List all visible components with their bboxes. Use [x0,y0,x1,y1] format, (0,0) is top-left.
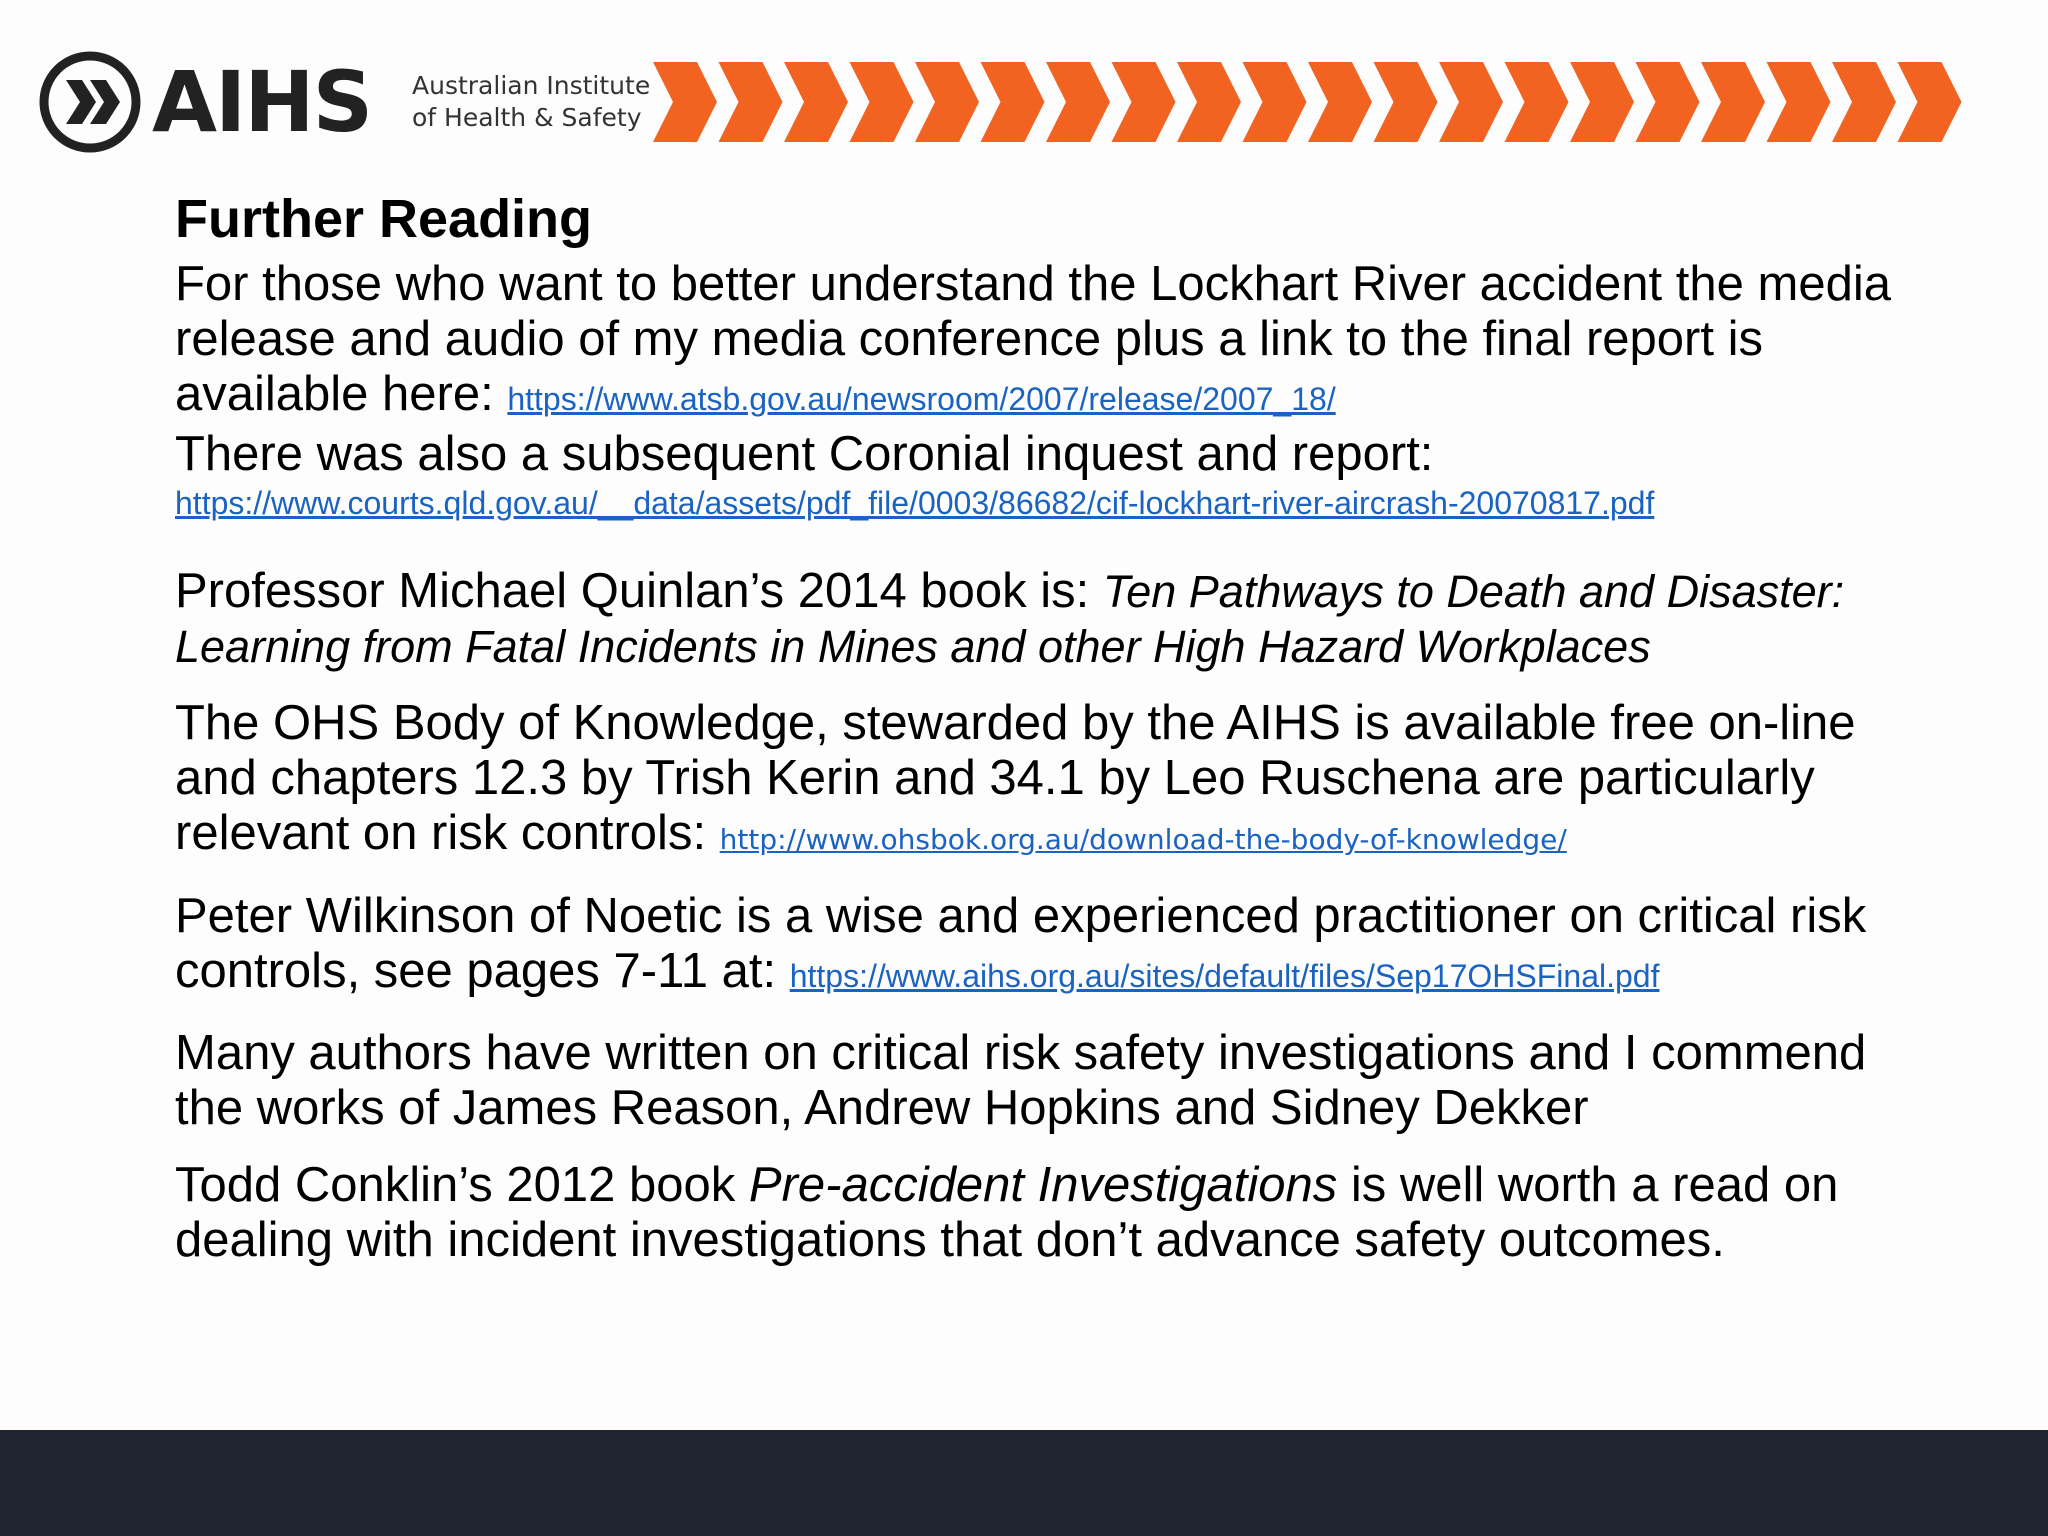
chevron-shape [850,62,914,142]
chevron-shape [719,62,783,142]
organisation-name [412,70,650,134]
paragraph-wilkinson [175,889,1915,1004]
page-title: Further Reading [175,189,593,249]
organisation-name-line1: Australian Institute [412,71,651,100]
chevron-shape [1243,62,1307,142]
orange-chevron-band-icon [653,62,2003,142]
chevron-shape [653,62,717,142]
logo-wordmark: AIHS [152,53,372,151]
chevron-shape [915,62,979,142]
chevron-shape [1308,62,1372,142]
chevron-shape [1570,62,1634,142]
chevron-shape [1898,62,1962,142]
chevron-shape [1701,62,1765,142]
chevron-shape [1767,62,1831,142]
chevron-shape [1505,62,1569,142]
chevron-shape [1636,62,1700,142]
paragraph-text: For those who want to better understand the Lockhart River accident the media release and audio of my media conference plus a link to the final report is available here: [175,257,1891,421]
paragraph-text: Peter Wilkinson of Noetic is a wise and experienced practitioner on critical risk controls, see pages 7-11 at: [175,889,1867,998]
atsb-release-link[interactable]: https://www.atsb.gov.au/newsroom/2007/release/2007_18/ [507,381,1336,417]
chevron-shape [1832,62,1896,142]
book-title: Pre-accident Investigations [748,1158,1338,1212]
paragraph-ohs-bok [175,696,1915,867]
paragraph-text: Todd Conklin’s 2012 book [175,1158,749,1212]
chevron-shape [1374,62,1438,142]
paragraph-text: Many authors have written on critical risk safety investigations and I commend the works of James Reason, Andrew Hopkins and Sidney Dekker [175,1026,1867,1135]
paragraph-text: is well worth a read on dealing with incident investigations that don’t advance safety outcomes. [175,1158,1839,1267]
aihs-sep17-pdf-link[interactable]: https://www.aihs.org.au/sites/default/files/Sep17OHSFinal.pdf [789,958,1660,994]
chevron-shape [1439,62,1503,142]
aihs-chevron-logo-icon [38,50,142,154]
chevron-shape [784,62,848,142]
ohsbok-link[interactable]: http://www.ohsbok.org.au/download-the-body-of-knowledge/ [719,823,1567,856]
paragraph-lockhart-river [175,257,1915,427]
paragraph-coronial-inquest [175,427,1915,482]
chevron-shape [981,62,1045,142]
paragraph-quinlan-book [175,564,1915,674]
header-banner [38,48,2008,160]
footer-bar [0,1430,2048,1536]
paragraph-authors [175,1026,1915,1136]
further-reading-content [175,185,1915,1290]
paragraph-text: There was also a subsequent Coronial inquest and report: [175,427,1434,481]
paragraph-text: Professor Michael Quinlan’s 2014 book is: [175,564,1103,618]
paragraph-text: The OHS Body of Knowledge, stewarded by the AIHS is available free on-line and chapters 12.3 by Trish Kerin and 34.1 by Leo Ruschena are particularly relevant on risk controls: [175,696,1856,860]
chevron-shape [1046,62,1110,142]
organisation-name-line2: of Health & Safety [412,103,642,132]
coronial-report-link[interactable]: https://www.courts.qld.gov.au/__data/assets/pdf_file/0003/86682/cif-lockhart-river-aircrash-20070817.pdf [175,485,1655,521]
paragraph-conklin [175,1158,1915,1268]
chevron-shape [1112,62,1176,142]
chevron-shape [1177,62,1241,142]
book-title: Ten Pathways to Death and Disaster: Learning from Fatal Incidents in Mines and other High Hazard Workplaces [175,566,1845,672]
